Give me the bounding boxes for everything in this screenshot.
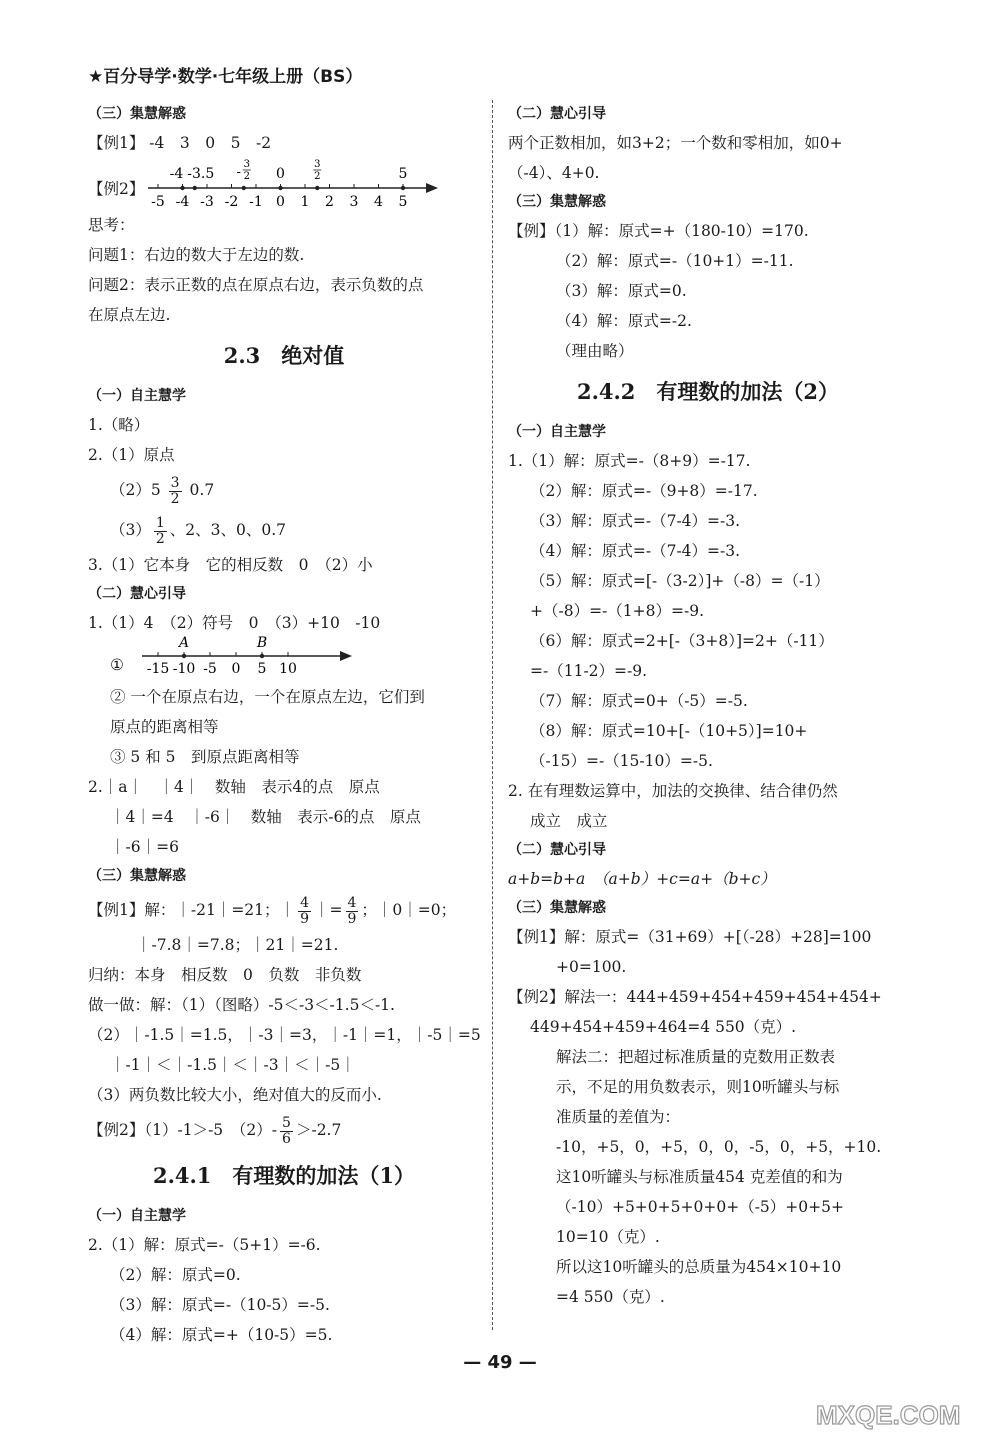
tick-label: 5 — [398, 194, 408, 210]
sum-3: （3）解：原式=-（10-5）=-5. — [110, 1296, 330, 1314]
calc-7: （7）解：原式=0+（-5）=-5. — [530, 692, 748, 710]
section-title: （一）自主慧学 — [88, 1208, 186, 1224]
page-number: — 49 — — [463, 1352, 537, 1373]
example-1: 【例1】 -4 3 0 5 -2 — [88, 134, 272, 152]
point — [180, 186, 184, 190]
laws-formula: a+b=b+a （a+b）+c=a+（b+c） — [508, 870, 776, 888]
tick-label: 2 — [325, 194, 334, 210]
calc-8b: （-15）=-（15-10）=-5. — [530, 752, 713, 770]
tick-label: -3 — [200, 194, 214, 210]
point-label-num: 3 — [243, 159, 250, 170]
practice-3: （3）两负数比较大小，绝对值大的反而小. — [88, 1086, 382, 1104]
fraction: $\frac{5}{6}$ — [282, 1114, 291, 1147]
left-column — [88, 100, 480, 1350]
tick-label: 1 — [300, 194, 310, 210]
example-2a: 【例2】解法一：444+459+454+459+454+454+ — [508, 988, 882, 1006]
tick-label: 0 — [231, 661, 241, 677]
point — [193, 186, 197, 190]
guide-line-2: （-4）、4+0. — [508, 164, 600, 182]
tick-label: -1 — [249, 194, 263, 210]
example-line-5: （理由略） — [556, 342, 634, 360]
number-line-1 — [146, 158, 446, 210]
example-2i: 10=10（克）. — [556, 1228, 660, 1246]
heading-2-3: 2.3 绝对值 — [223, 343, 345, 368]
example-line-3: （3）解：原式=0. — [556, 282, 687, 300]
section-title: （三）集慧解惑 — [508, 194, 606, 210]
point-label-num: 3 — [314, 159, 321, 170]
point-label: A — [178, 635, 190, 651]
tick-label: -5 — [151, 194, 165, 210]
guide-2a: 2.｜a｜ ｜4｜ 数轴 表示4的点 原点 — [88, 778, 380, 796]
point-label: 5 — [398, 166, 408, 182]
law-b: 成立 成立 — [530, 812, 608, 830]
tick-label: 3 — [349, 194, 359, 210]
example-1a: 【例1】解：原式=（31+69）+[（-28）+28]=100 — [508, 928, 872, 946]
tick-label: -2 — [224, 194, 239, 210]
guide-line-1: 两个正数相加，如3+2；一个数和零相加，如0+ — [508, 134, 843, 152]
question-2-line2: 在原点左边. — [88, 306, 171, 324]
section-title: （三）集慧解惑 — [88, 868, 186, 884]
heading-2-4-1: 2.4.1 有理数的加法（1） — [152, 1163, 416, 1188]
tick-label: -10 — [172, 661, 196, 677]
guide-2c: ｜-6｜=6 — [110, 838, 179, 856]
example-2g: 这10听罐头与标准质量454 克差值的和为 — [556, 1168, 843, 1186]
point-label-den: 2 — [314, 171, 321, 182]
watermark-text: MXQE.COM — [816, 1400, 961, 1430]
point — [278, 186, 282, 190]
law-a: 2. 在有理数运算中，加法的交换律、结合律仍然 — [508, 782, 838, 800]
watermark-logo — [812, 1372, 992, 1432]
answer-1: 1.（略） — [88, 416, 150, 434]
tick-label: 5 — [257, 661, 267, 677]
heading-2-4-2: 2.4.2 有理数的加法（2） — [576, 379, 840, 404]
section-title: （三）集慧解惑 — [88, 106, 186, 122]
fraction: $\frac{3}{2}$ — [170, 474, 180, 507]
answer-2-3: （3） $\frac{1}{2}$ 、2、3、0、0.7 — [110, 514, 287, 547]
example-2f: -10，+5，0，+5，0，0，-5，0，+5，+10. — [556, 1138, 882, 1156]
sum-1: 2.（1）解：原式=-（5+1）=-6. — [88, 1236, 321, 1254]
number-line-2 — [140, 634, 380, 678]
calc-8a: （8）解：原式=10+[-（10+5）]=10+ — [530, 722, 808, 740]
point — [182, 654, 186, 658]
tick-label: 10 — [279, 661, 297, 677]
tick-label: 4 — [374, 194, 383, 210]
answer-3: 3.（1）它本身 它的相反数 0 （2）小 — [88, 556, 373, 574]
book-header: ★百分导学·数学·七年级上册（BS） — [88, 67, 363, 87]
calc-5b: +（-8）=-（1+8）=-9. — [530, 602, 705, 620]
tick-label: 0 — [276, 194, 285, 210]
fraction: $\frac{4}{9}$ — [347, 894, 357, 927]
section-title: （一）自主慧学 — [88, 388, 186, 404]
fraction: $\frac{1}{2}$ — [155, 514, 165, 547]
calc-5a: （5）解：原式=[-（3-2）]+（-8）=（-1） — [530, 572, 830, 590]
solve-2: 【例2】（1）-1＞-5 （2）- $\frac{5}{6}$ ＞-2.7 — [88, 1114, 342, 1147]
point — [260, 654, 264, 658]
solve-1a: 【例1】解：｜-21｜=21；｜ $\frac{4}{9}$ ｜= $\frac{4}{9}$ ；｜0｜=0； — [88, 894, 457, 927]
section-title: （二）慧心引导 — [508, 106, 606, 122]
example-line-2: （2）解：原式=-（10+1）=-11. — [556, 252, 794, 270]
point-label: 0 — [276, 166, 285, 182]
example-2j: 所以这10听罐头的总质量为454×10+10 — [556, 1258, 842, 1276]
sum-4: （4）解：原式=+（10-5）=5. — [110, 1326, 333, 1344]
example-line-4: （4）解：原式=-2. — [556, 312, 692, 330]
section-title: （二）慧心引导 — [88, 586, 186, 602]
answer-2-2: （2）5 $\frac{3}{2}$ 0.7 — [110, 474, 215, 507]
guide-1-circle-2a: ② 一个在原点右边，一个在原点左边，它们到 — [110, 688, 425, 706]
question-1: 问题1：右边的数大于左边的数. — [88, 246, 305, 264]
point-label-den: 2 — [243, 171, 250, 182]
point-label: - — [236, 165, 241, 180]
section-title: （三）集慧解惑 — [508, 900, 606, 916]
practice: 做一做：解：（1）（图略）-5＜-3＜-1.5＜-1. — [88, 996, 395, 1014]
example-2 — [88, 158, 480, 210]
calc-6a: （6）解：原式=2+[-（3+8）]=2+（-11） — [530, 632, 834, 650]
calc-3: （3）解：原式=-（7-4）=-3. — [530, 512, 741, 530]
example-2c: 解法二：把超过标准质量的克数用正数表 — [556, 1048, 836, 1066]
guide-1-circle-2b: 原点的距离相等 — [110, 718, 219, 736]
tick-label: -4 — [175, 194, 190, 210]
question-2-line1: 问题2：表示正数的点在原点右边，表示负数的点 — [88, 276, 424, 294]
right-column — [508, 100, 908, 1312]
section-title: （二）慧心引导 — [508, 842, 606, 858]
example-1b: +0=100. — [556, 958, 627, 976]
example-2h: （-10）+5+0+5+0+0+（-5）+0+5+ — [556, 1198, 844, 1216]
calc-6b: =-（11-2）=-9. — [530, 662, 648, 680]
point — [242, 186, 246, 190]
section-title: （一）自主慧学 — [508, 424, 606, 440]
fraction: $\frac{4}{9}$ — [300, 894, 309, 927]
calc-4: （4）解：原式=-（7-4）=-3. — [530, 542, 741, 560]
point-label: -3.5 — [187, 166, 215, 182]
example-line-1: 【例】（1）解：原式=+（180-10）=170. — [508, 222, 809, 240]
example-2b: 449+454+459+464=4 550（克）. — [530, 1018, 797, 1036]
summary: 归纳：本身 相反数 0 负数 非负数 — [88, 966, 362, 984]
example-2k: =4 550（克）. — [556, 1288, 665, 1306]
calc-2: （2）解：原式=-（9+8）=-17. — [530, 482, 758, 500]
column-divider — [492, 100, 493, 1330]
sum-2: （2）解：原式=0. — [110, 1266, 241, 1284]
tick-label: -15 — [146, 661, 170, 677]
point-label: -4 — [169, 166, 184, 182]
example-2d: 示，不足的用负数表示，则10听罐头与标 — [556, 1078, 840, 1096]
point — [401, 186, 405, 190]
guide-1-circle-1: ① -15 -10 -5 0 5 10 A B — [88, 638, 480, 682]
practice-2a: （2）｜-1.5｜=1.5，｜-3｜=3，｜-1｜=1，｜-5｜=5 — [88, 1026, 481, 1044]
calc-1: 1.（1）解：原式=-（8+9）=-17. — [508, 452, 751, 470]
example-2e: 准质量的差值为： — [556, 1108, 681, 1126]
point — [315, 186, 319, 190]
guide-1-circle-3: ③ 5 和 5 到原点距离相等 — [110, 748, 300, 766]
guide-1: 1.（1）4 （2）符号 0 （3）+10 -10 — [88, 614, 381, 632]
practice-2b: ｜-1｜＜｜-1.5｜＜｜-3｜＜｜-5｜ — [110, 1056, 356, 1074]
point-label: B — [256, 635, 268, 651]
solve-1b: ｜-7.8｜=7.8；｜21｜=21. — [136, 936, 339, 954]
think-label: 思考： — [88, 216, 135, 234]
answer-2-1: 2.（1）原点 — [88, 446, 175, 464]
tick-label: -5 — [203, 661, 217, 677]
example-2-label: 【例2】 — [88, 180, 145, 198]
guide-2b: ｜4｜=4 ｜-6｜ 数轴 表示-6的点 原点 — [110, 808, 421, 826]
